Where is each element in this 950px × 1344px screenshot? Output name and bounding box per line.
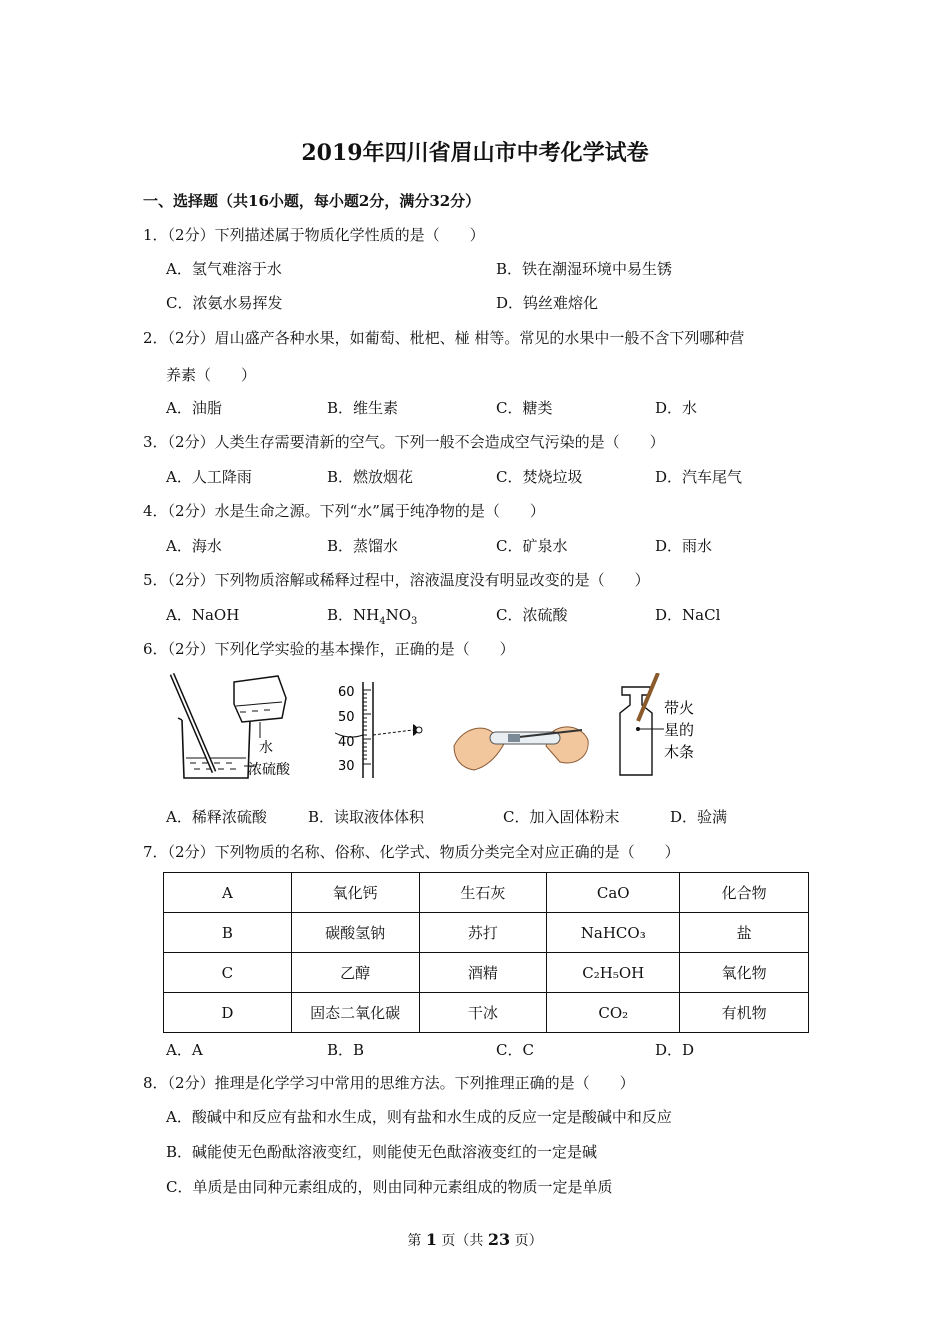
cell-formula: CO₂ xyxy=(547,993,680,1033)
q5-option-d: D．NaCl xyxy=(655,606,721,624)
tick-60: 60 xyxy=(338,685,355,700)
footer-text: 页） xyxy=(510,1233,543,1249)
figure-a-dilution xyxy=(160,668,310,783)
cell-class: 盐 xyxy=(680,913,809,953)
q2-option-d: D．水 xyxy=(655,399,698,417)
label-glowing: 带火 xyxy=(664,699,695,717)
cell-name: 碳酸氢钠 xyxy=(291,913,419,953)
figure-b-cylinder xyxy=(335,680,435,780)
q4-option-b: B．蒸馏水 xyxy=(327,537,399,555)
cell-class: 氧化物 xyxy=(680,953,809,993)
cell-option: D xyxy=(164,993,292,1033)
question-1-stem: 1．（2分）下列描述属于物质化学性质的是（ ） xyxy=(143,226,485,244)
table-row xyxy=(164,953,809,993)
footer-text: 第 xyxy=(407,1233,426,1249)
cell-common: 生石灰 xyxy=(419,873,547,913)
q5-b-text2: NO xyxy=(385,606,412,624)
question-7-stem: 7．（2分）下列物质的名称、俗称、化学式、物质分类完全对应正确的是（ ） xyxy=(143,843,680,861)
table-row xyxy=(164,913,809,953)
q7-option-d: D．D xyxy=(655,1041,695,1059)
cell-formula: CaO xyxy=(547,873,680,913)
q5-option-b xyxy=(327,604,417,627)
q7-option-b: B．B xyxy=(327,1041,365,1059)
q6-option-c: C．加入固体粉末 xyxy=(503,808,620,826)
q8-option-a: A．酸碱中和反应有盐和水生成，则有盐和水生成的反应一定是酸碱中和反应 xyxy=(166,1108,672,1126)
q7-table xyxy=(163,872,809,1033)
q2-option-b: B．维生素 xyxy=(327,399,399,417)
cell-option: C xyxy=(164,953,292,993)
question-5-stem: 5．（2分）下列物质溶解或稀释过程中，溶液温度没有明显改变的是（ ） xyxy=(143,571,650,589)
total-pages: 23 xyxy=(487,1230,511,1249)
cell-formula: C₂H₅OH xyxy=(547,953,680,993)
table-row xyxy=(164,993,809,1033)
figure-d-full-test xyxy=(610,673,720,781)
cell-common: 酒精 xyxy=(419,953,547,993)
q4-option-d: D．雨水 xyxy=(655,537,713,555)
question-2-stem: 2．（2分）眉山盛产各种水果，如葡萄、枇杷、椪 柑等。常见的水果中一般不含下列哪种营 xyxy=(143,329,745,347)
page-title: 2019年四川省眉山市中考化学试卷 xyxy=(301,140,649,166)
q6-option-b: B．读取液体体积 xyxy=(308,808,425,826)
q4-option-c: C．矿泉水 xyxy=(496,537,568,555)
page-number: 1 xyxy=(425,1230,437,1249)
tick-50: 50 xyxy=(338,710,355,725)
cell-name: 乙醇 xyxy=(291,953,419,993)
q1-option-c: C．浓氨水易挥发 xyxy=(166,294,283,312)
q7-option-c: C．C xyxy=(496,1041,534,1059)
tick-40: 40 xyxy=(338,735,355,750)
label-water: 水 xyxy=(259,740,273,756)
q3-option-d: D．汽车尾气 xyxy=(655,468,743,486)
q4-option-a: A．海水 xyxy=(166,537,222,555)
table-row xyxy=(164,873,809,913)
q2-option-a: A．油脂 xyxy=(166,399,222,417)
q8-option-c: C．单质是由同种元素组成的，则由同种元素组成的物质一定是单质 xyxy=(166,1178,613,1196)
q3-option-b: B．燃放烟花 xyxy=(327,468,414,486)
cell-class: 有机物 xyxy=(680,993,809,1033)
question-8-stem: 8．（2分）推理是化学学习中常用的思维方法。下列推理正确的是（ ） xyxy=(143,1074,635,1092)
q6-option-a: A．稀释浓硫酸 xyxy=(166,808,267,826)
label-conc-acid: 浓硫酸 xyxy=(248,762,290,778)
cell-option: A xyxy=(164,873,292,913)
cell-common: 干冰 xyxy=(419,993,547,1033)
section-heading: 一、选择题（共16小题，每小题2分，满分32分） xyxy=(143,192,481,210)
q1-option-d: D．钨丝难熔化 xyxy=(496,294,599,312)
label-splint: 木条 xyxy=(664,743,695,761)
label-star: 星的 xyxy=(664,721,695,739)
question-3-stem: 3．（2分）人类生存需要清新的空气。下列一般不会造成空气污染的是（ ） xyxy=(143,433,665,451)
q3-option-a: A．人工降雨 xyxy=(166,468,252,486)
q5-option-c: C．浓硫酸 xyxy=(496,606,568,624)
tick-30: 30 xyxy=(338,759,355,774)
cell-formula: NaHCO₃ xyxy=(547,913,680,953)
footer-text: 页（共 xyxy=(436,1233,488,1249)
q2-option-c: C．糖类 xyxy=(496,399,553,417)
q7-option-a: A．A xyxy=(166,1041,203,1059)
q5-b-text: B．NH xyxy=(327,606,380,624)
q1-option-a: A．氢气难溶于水 xyxy=(166,260,282,278)
question-4-stem: 4．（2分）水是生命之源。下列“水”属于纯净物的是（ ） xyxy=(143,502,545,520)
q8-option-b: B．碱能使无色酚酞溶液变红，则能使无色酞溶液变红的一定是碱 xyxy=(166,1143,598,1161)
q3-option-c: C．焚烧垃圾 xyxy=(496,468,583,486)
figure-c-powder xyxy=(450,700,595,780)
cell-option: B xyxy=(164,913,292,953)
q5-option-a: A．NaOH xyxy=(166,606,240,624)
question-2-stem-cont: 养素（ ） xyxy=(166,366,257,384)
q5-b-sub1: 4 xyxy=(379,616,386,627)
cell-name: 氧化钙 xyxy=(291,873,419,913)
q1-option-b: B．铁在潮湿环境中易生锈 xyxy=(496,260,673,278)
page-footer xyxy=(0,1230,950,1250)
cell-name: 固态二氧化碳 xyxy=(291,993,419,1033)
cell-common: 苏打 xyxy=(419,913,547,953)
q5-b-sub2: 3 xyxy=(411,616,418,627)
q6-option-d: D．验满 xyxy=(670,808,728,826)
cell-class: 化合物 xyxy=(680,873,809,913)
question-6-stem: 6．（2分）下列化学实验的基本操作，正确的是（ ） xyxy=(143,640,515,658)
